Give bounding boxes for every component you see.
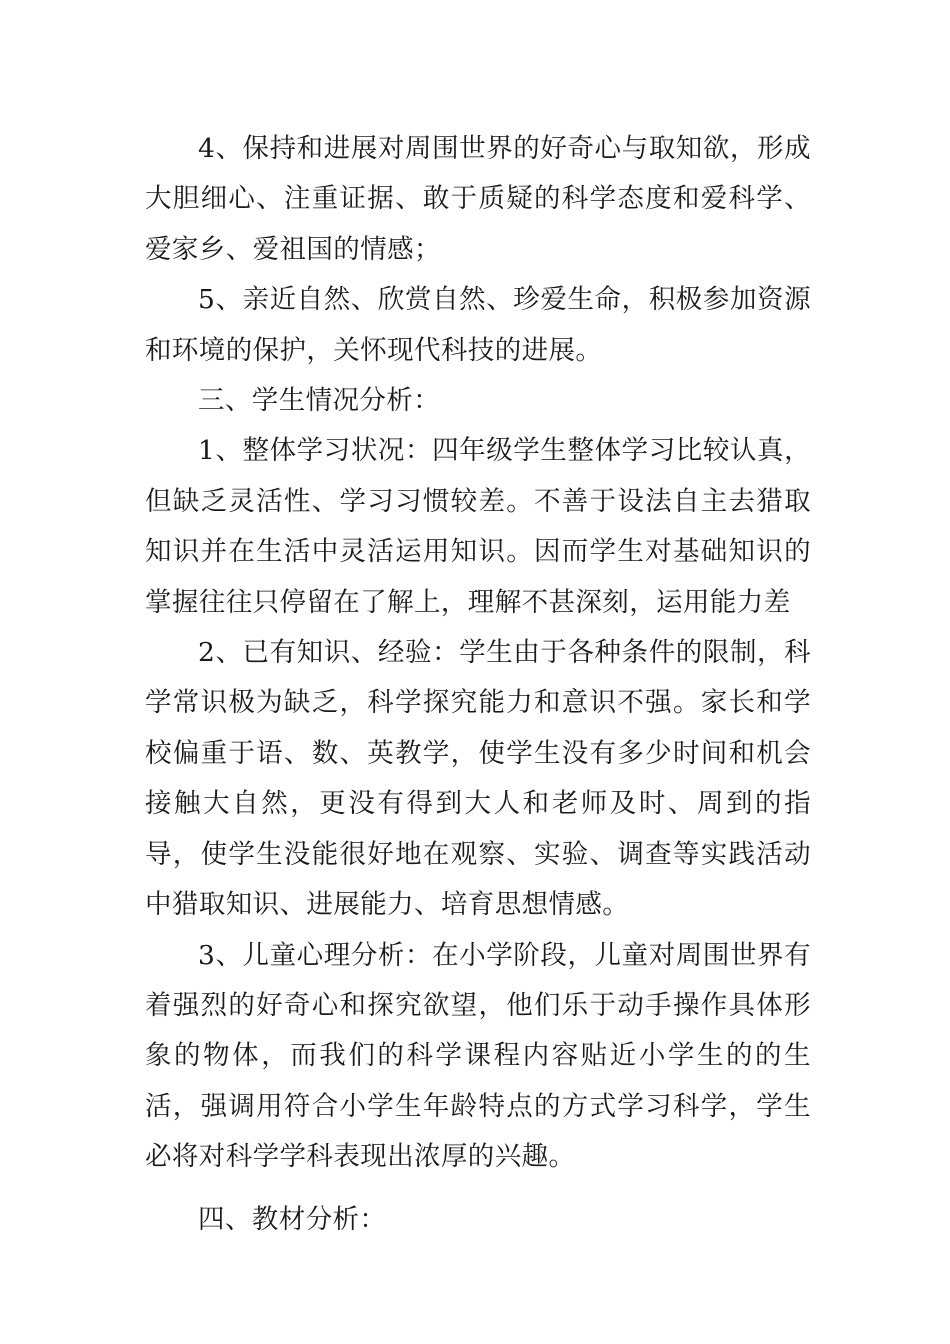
document-body xyxy=(145,124,811,1245)
paragraph-child-psychology: 3、儿童心理分析：在小学阶段，儿童对周围世界有着强烈的好奇心和探究欲望，他们乐于动手操作具体形象的物体，而我们的科学课程内容贴近小学生的的生活，强调用符合小学生年龄特点的方式学习科学，学生必将对科学学科表现出浓厚的兴趣。 xyxy=(145,939,811,1173)
paragraph-overall-learning: 1、整体学习状况：四年级学生整体学习比较认真，但缺乏灵活性、学习习惯较差。不善于设法自主去猎取知识并在生活中灵活运用知识。因而学生对基础知识的掌握往往只停留在了解上，理解不甚深刻，运用能力差 xyxy=(145,435,811,618)
paragraph-existing-knowledge: 2、已有知识、经验：学生由于各种条件的限制，科学常识极为缺乏，科学探究能力和意识不强。家长和学校偏重于语、数、英教学，使学生没有多少时间和机会接触大自然，更没有得到大人和老师及时、周到的指导，使学生没能很好地在观察、实验、调查等实践活动中猎取知识、进展能力、培育思想情感。 xyxy=(145,637,811,921)
section-heading-textbook-analysis: 四、教材分析： xyxy=(198,1203,387,1235)
paragraph-goal-4: 4、保持和进展对周围世界的好奇心与取知欲，形成大胆细心、注重证据、敢于质疑的科学态度和爱科学、爱家乡、爱祖国的情感； xyxy=(145,133,811,265)
paragraph-goal-5: 5、亲近自然、欣赏自然、珍爱生命，积极参加资源和环境的保护，关怀现代科技的进展。 xyxy=(145,284,811,366)
section-heading-student-analysis: 三、学生情况分析： xyxy=(198,385,441,417)
